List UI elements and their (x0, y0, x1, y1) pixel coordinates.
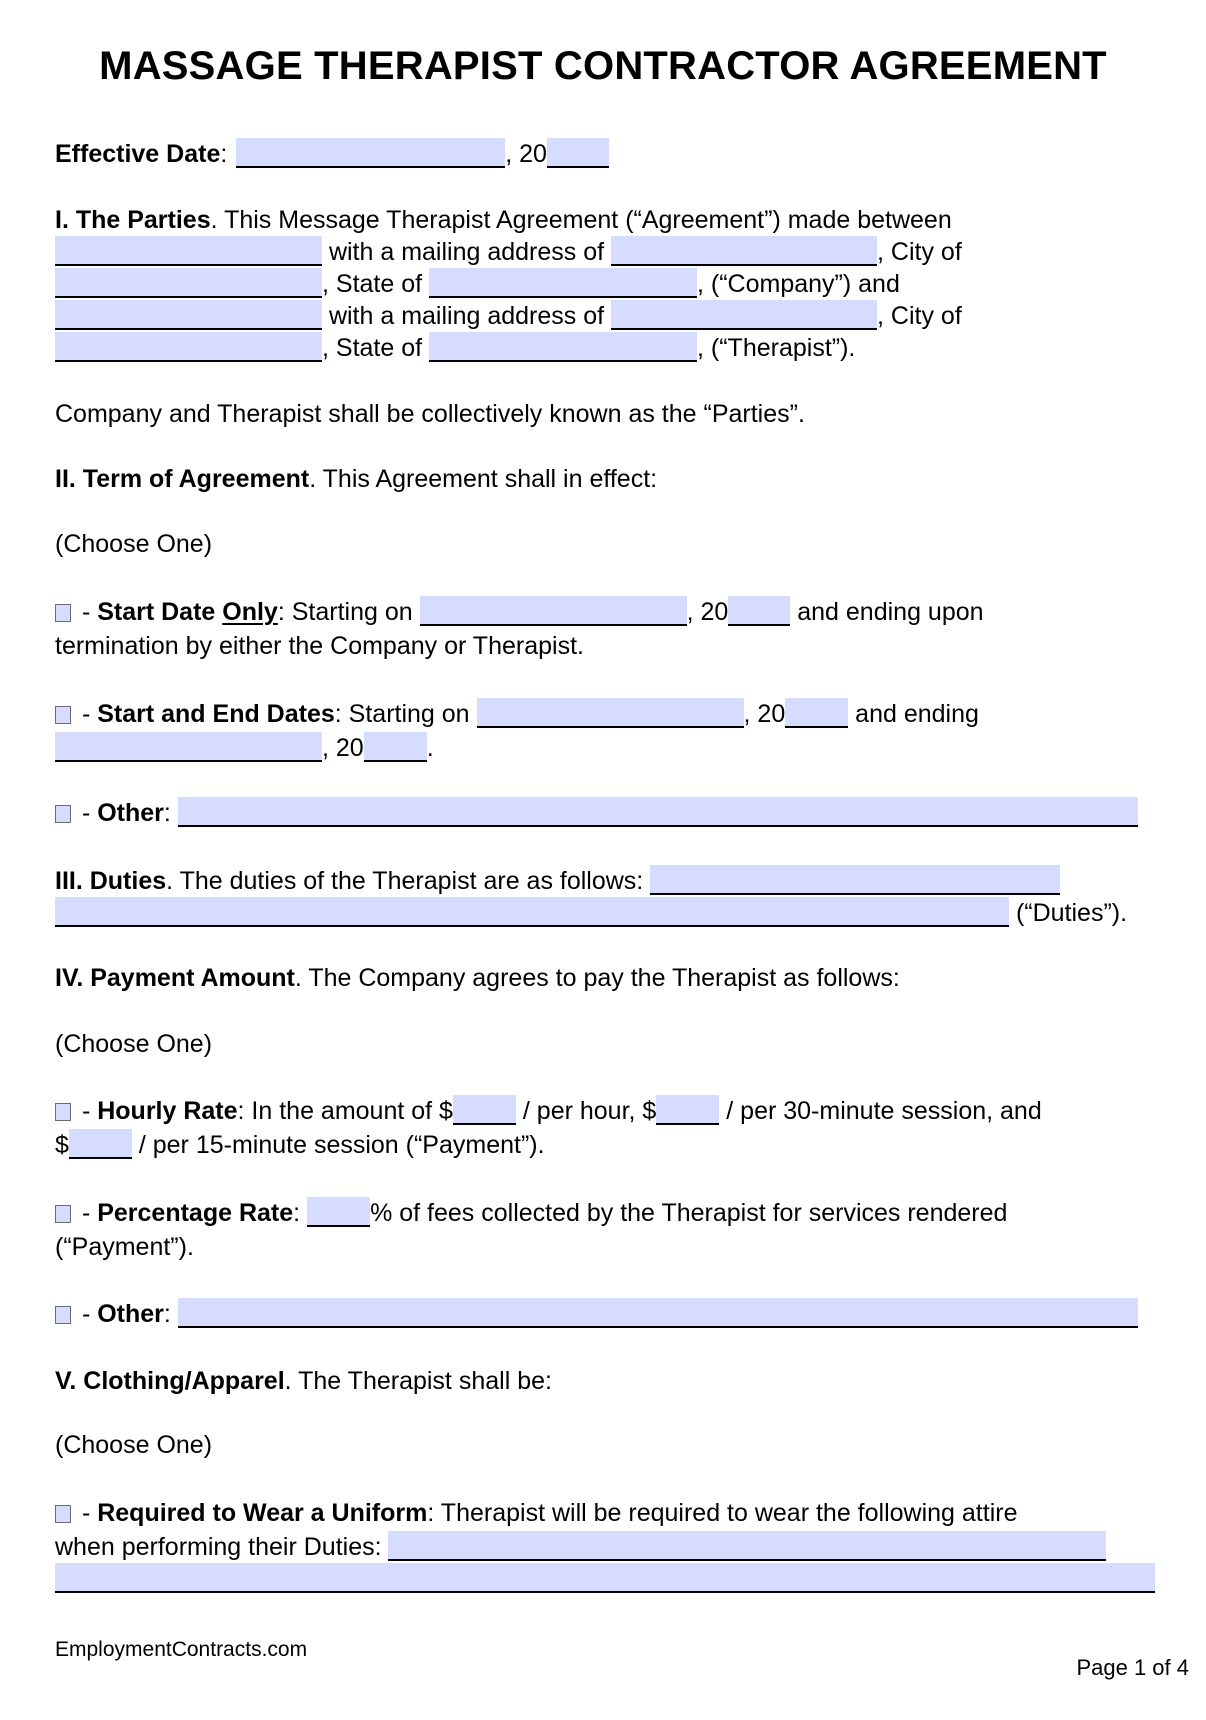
company-state-field[interactable] (429, 268, 697, 298)
duties-heading: III. Duties (55, 867, 167, 895)
percentage-rate-row2: (“Payment”). (55, 1233, 194, 1261)
parties-heading: I. The Parties (55, 206, 211, 234)
duties-heading-row: III. Duties. The duties of the Therapist are as follows: (55, 865, 1060, 897)
clothing-heading: V. Clothing/Apparel (55, 1367, 285, 1395)
clothing-heading-row: V. Clothing/Apparel. The Therapist shall be: (55, 1367, 552, 1395)
rate-30min-field[interactable] (656, 1095, 719, 1125)
footer-site: EmploymentContracts.com (55, 1638, 308, 1661)
effective-date-label: Effective Date (55, 140, 221, 168)
term-other-field[interactable] (178, 797, 1138, 827)
therapist-name-field[interactable] (55, 300, 322, 330)
effective-date-row: Effective Date: , 20 (55, 138, 609, 170)
rate-15min-field[interactable] (69, 1129, 132, 1159)
start-date-only-date-field[interactable] (420, 596, 687, 626)
company-name-field[interactable] (55, 236, 322, 266)
uniform-attire-field-line1[interactable] (388, 1531, 1106, 1561)
start-date-only-row: - Start Date Only: Starting on , 20 and ending upon (55, 596, 984, 628)
company-address-field[interactable] (611, 236, 877, 266)
hourly-rate-row2: $ / per 15-minute session (“Payment”). (55, 1131, 545, 1159)
uniform-attire-field-line2[interactable] (55, 1563, 1155, 1593)
hourly-rate-checkbox[interactable] (55, 1103, 71, 1121)
parties-heading-row: I. The Parties. This Message Therapist Agreement (“Agreement”) made between (55, 206, 952, 234)
effective-year-field[interactable] (547, 138, 609, 168)
start-date-only-year-field[interactable] (728, 596, 790, 626)
payment-other-checkbox[interactable] (55, 1306, 71, 1324)
payment-other-row: - Other: (55, 1298, 1138, 1330)
therapist-address-field[interactable] (611, 300, 877, 330)
uniform-row3 (55, 1563, 1155, 1595)
company-city-row: , State of , (“Company”) and (55, 268, 900, 300)
uniform-checkbox[interactable] (55, 1505, 71, 1523)
page-number: Page 1 of 4 (1076, 1655, 1189, 1680)
company-city-field[interactable] (55, 268, 322, 298)
end-date-field[interactable] (55, 732, 322, 762)
payment-other-field[interactable] (178, 1298, 1138, 1328)
therapist-name-row: with a mailing address of , City of (55, 300, 962, 332)
company-name-row: with a mailing address of , City of (55, 236, 962, 268)
document-title: MASSAGE THERAPIST CONTRACTOR AGREEMENT (99, 44, 1107, 88)
clothing-choose-one: (Choose One) (55, 1431, 213, 1459)
term-other-checkbox[interactable] (55, 805, 71, 823)
duties-row2: (“Duties”). (55, 897, 1127, 929)
start-date-only-checkbox[interactable] (55, 604, 71, 622)
therapist-city-field[interactable] (55, 332, 322, 362)
payment-heading: IV. Payment Amount (55, 964, 295, 992)
uniform-row2: when performing their Duties: (55, 1531, 1106, 1563)
hourly-rate-field[interactable] (453, 1095, 516, 1125)
uniform-row: - Required to Wear a Uniform: Therapist will be required to wear the following attire (55, 1497, 1017, 1529)
start-year-field[interactable] (785, 698, 848, 728)
start-date-field[interactable] (477, 698, 744, 728)
end-date-row: , 20 . (55, 732, 434, 764)
payment-heading-row: IV. Payment Amount. The Company agrees to pay the Therapist as follows: (55, 964, 900, 992)
effective-date-field[interactable] (236, 138, 505, 168)
term-other-row: - Other: (55, 797, 1138, 829)
start-end-dates-row: - Start and End Dates: Starting on , 20 and ending (55, 698, 979, 730)
therapist-city-row: , State of , (“Therapist”). (55, 332, 855, 364)
percentage-rate-row: - Percentage Rate: % of fees collected by the Therapist for services rendered (55, 1197, 1007, 1229)
hourly-rate-row: - Hourly Rate: In the amount of $ / per hour, $ / per 30-minute session, and (55, 1095, 1042, 1127)
term-heading: II. Term of Agreement (55, 465, 310, 493)
term-heading-row: II. Term of Agreement. This Agreement shall in effect: (55, 465, 658, 493)
percentage-rate-checkbox[interactable] (55, 1205, 71, 1223)
percentage-field[interactable] (307, 1197, 370, 1227)
end-year-field[interactable] (364, 732, 427, 762)
term-choose-one: (Choose One) (55, 530, 213, 558)
parties-collective-text: Company and Therapist shall be collectively known as the “Parties”. (55, 400, 805, 428)
start-date-only-continuation: termination by either the Company or Therapist. (55, 632, 584, 660)
therapist-state-field[interactable] (429, 332, 697, 362)
payment-choose-one: (Choose One) (55, 1030, 213, 1058)
duties-field-line1[interactable] (650, 865, 1060, 895)
duties-field-line2[interactable] (55, 897, 1009, 927)
start-end-dates-checkbox[interactable] (55, 706, 71, 724)
